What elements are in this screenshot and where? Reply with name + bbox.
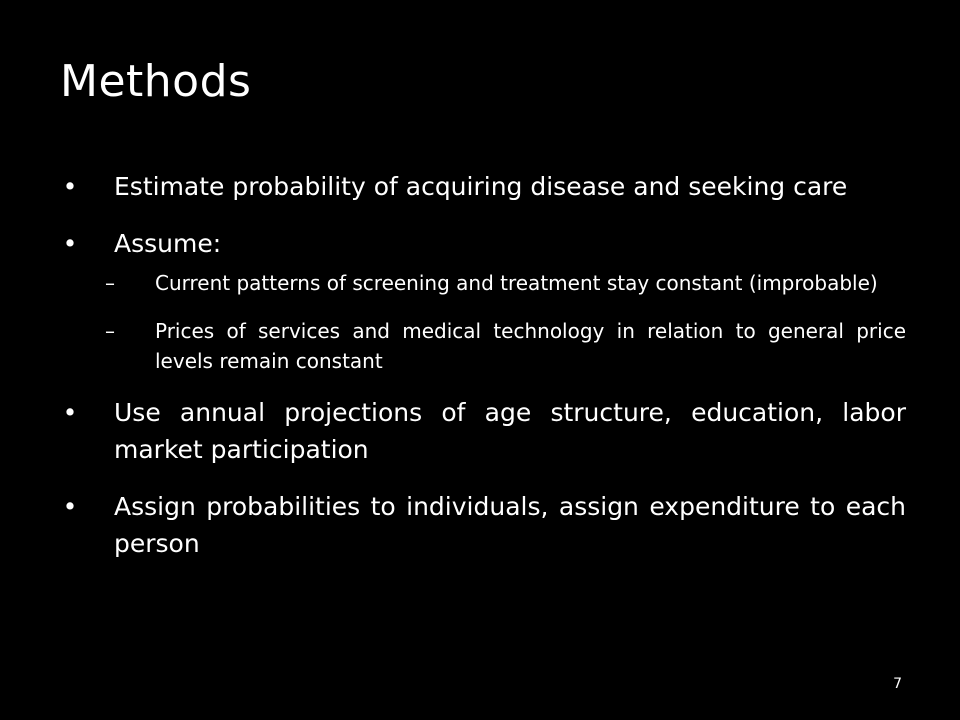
sub-bullet-marker: – [105, 319, 115, 343]
bullet-item [60, 394, 906, 468]
bullet-marker: • [62, 398, 78, 427]
bullet-text: Estimate probability of acquiring disease and seeking care [114, 172, 848, 201]
sub-bullet-item [60, 268, 906, 298]
slide-title: Methods [60, 56, 252, 107]
sub-bullet-text: Current patterns of screening and treatment stay constant (improbable) [155, 271, 878, 295]
bullet-text: Use annual projections of age structure, education, labor market participation [114, 398, 906, 464]
bullet-text: Assign probabilities to individuals, assign expenditure to each person [114, 492, 906, 558]
bullet-item [60, 488, 906, 562]
bullet-item [60, 168, 906, 205]
bullet-marker: • [62, 492, 78, 521]
bullet-list [60, 168, 906, 582]
page-number: 7 [893, 676, 902, 692]
sub-bullet-marker: – [105, 271, 115, 295]
sub-bullet-text: Prices of services and medical technology in relation to general price levels remain constant [155, 319, 906, 373]
bullet-item [60, 225, 906, 262]
bullet-marker: • [62, 172, 78, 201]
bullet-marker: • [62, 229, 78, 258]
bullet-text: Assume: [114, 229, 222, 258]
sub-bullet-item [60, 316, 906, 376]
sub-bullet-list [60, 268, 906, 376]
